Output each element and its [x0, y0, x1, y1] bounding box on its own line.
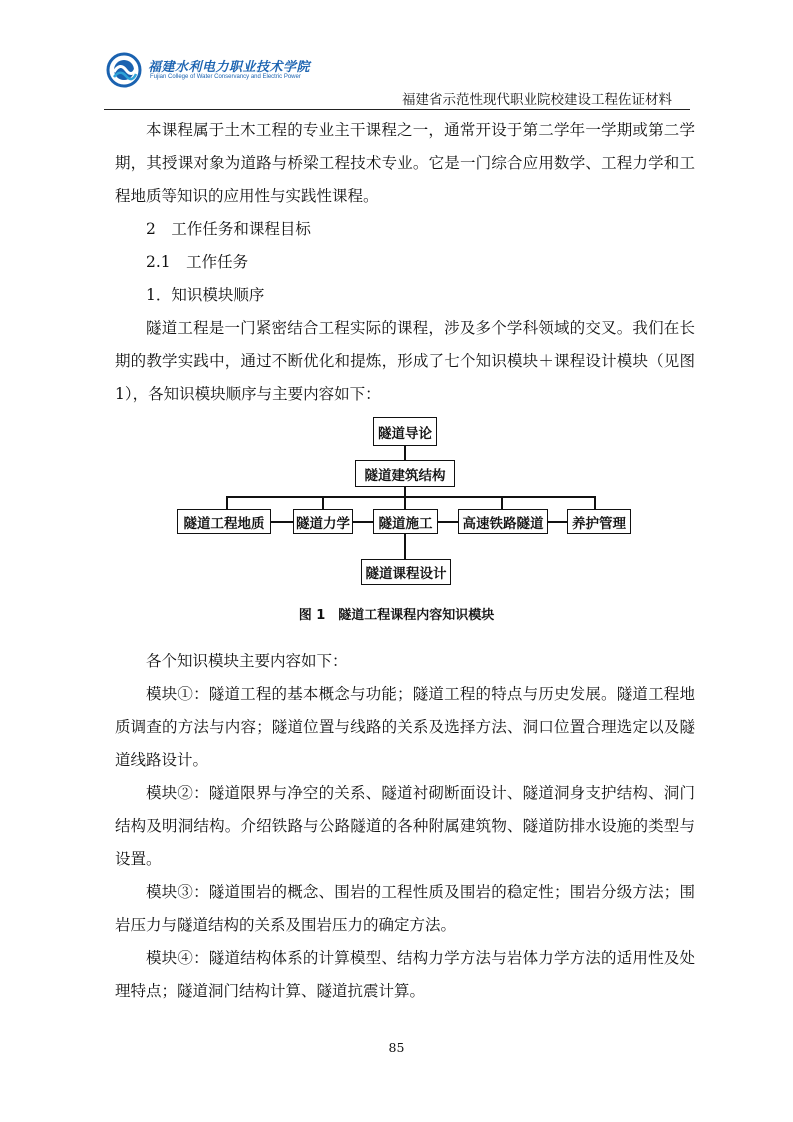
item-heading: 1．知识模块顺序	[146, 286, 265, 304]
main-text-top	[115, 114, 695, 411]
connector-line	[226, 496, 595, 498]
subsection-heading: 2.1 工作任务	[146, 253, 249, 271]
connector-line	[404, 486, 406, 496]
logo-subtext: Fujian College of Water Conservancy and Electric Power	[150, 74, 301, 80]
page-number: 85	[388, 1040, 405, 1055]
connector-line	[226, 496, 228, 510]
box-tunnel-mechanics: 隧道力学	[293, 509, 353, 534]
box-maintenance: 养护管理	[567, 509, 631, 534]
intro-paragraph: 本课程属于土木工程的专业主干课程之一，通常开设于第二学年一学期或第二学期，其授课对象为道路与桥梁工程技术专业。它是一门综合应用数学、工程力学和工程地质等知识的应用性与实践性课程。	[115, 121, 695, 205]
modules-lead: 各个知识模块主要内容如下：	[146, 652, 348, 670]
box-tunnel-structure: 隧道建筑结构	[355, 460, 455, 487]
box-tunnel-geology: 隧道工程地质	[177, 509, 271, 534]
box-course-design: 隧道课程设计	[361, 559, 451, 585]
main-text-bottom	[115, 645, 695, 1008]
box-tunnel-construction: 隧道施工	[373, 509, 438, 534]
connector-line	[322, 496, 324, 510]
connector-line	[594, 496, 596, 510]
module-2-paragraph: 模块②：隧道限界与净空的关系、隧道衬砌断面设计、隧道洞身支护结构、洞门结构及明洞结构。介绍铁路与公路隧道的各种附属建筑物、隧道防排水设施的类型与设置。	[115, 784, 695, 868]
module-diagram	[175, 415, 635, 590]
header-title: 福建省示范性现代职业院校建设工程佐证材料	[402, 92, 672, 108]
module-1-paragraph: 模块①：隧道工程的基本概念与功能；隧道工程的特点与历史发展。隧道工程地质调查的方法与内容；隧道位置与线路的关系及选择方法、洞口位置合理选定以及隧道线路设计。	[115, 685, 695, 769]
connector-line	[404, 532, 406, 559]
box-tunnel-intro: 隧道导论	[373, 417, 437, 446]
logo-wordmark: 福建水利电力职业技术学院	[148, 60, 311, 75]
modules-paragraph: 隧道工程是一门紧密结合工程实际的课程，涉及多个学科领域的交叉。我们在长期的教学实践中，通过不断优化和提炼，形成了七个知识模块＋课程设计模块（见图 1），各知识模块顺序与主要内容如下：	[115, 319, 695, 403]
section-heading: 2 工作任务和课程目标	[146, 220, 311, 238]
header-divider	[104, 109, 690, 110]
connector-line	[404, 446, 406, 461]
college-logo	[104, 50, 311, 90]
college-emblem-icon	[104, 50, 144, 90]
module-4-paragraph: 模块④：隧道结构体系的计算模型、结构力学方法与岩体力学方法的适用性及处理特点；隧道洞门结构计算、隧道抗震计算。	[115, 949, 695, 1000]
box-high-speed-rail-tunnel: 高速铁路隧道	[458, 509, 548, 534]
figure-caption: 图 1 隧道工程课程内容知识模块	[298, 608, 495, 623]
module-3-paragraph: 模块③：隧道围岩的概念、围岩的工程性质及围岩的稳定性；围岩分级方法；围岩压力与隧道结构的关系及围岩压力的确定方法。	[115, 883, 695, 934]
connector-line	[501, 496, 503, 510]
connector-line	[404, 496, 406, 510]
